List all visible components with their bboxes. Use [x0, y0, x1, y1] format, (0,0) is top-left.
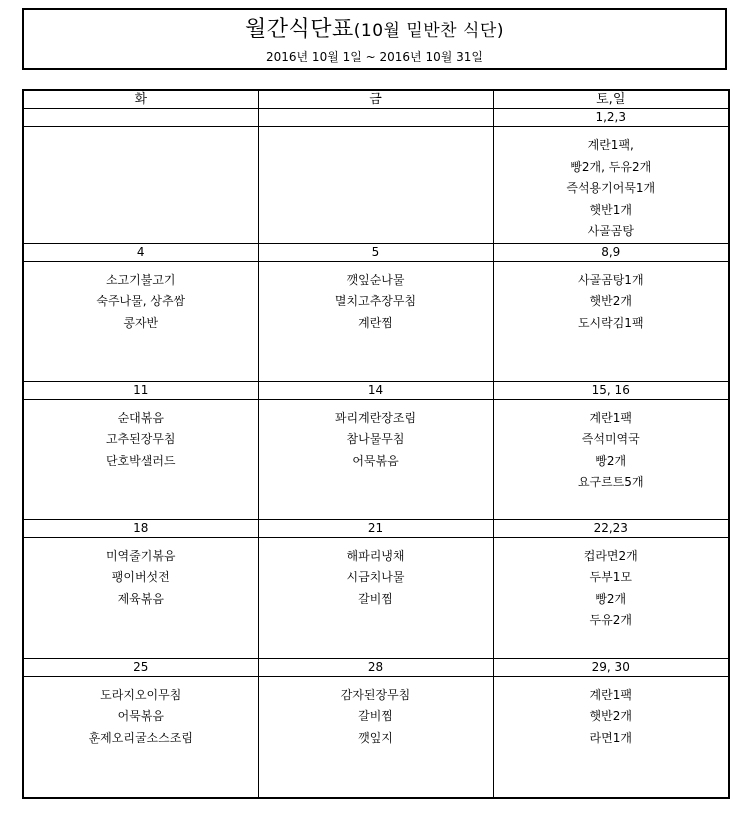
menu-item: 꽈리계란장조림: [334, 410, 417, 425]
menu-cell-tue: [23, 261, 258, 381]
menu-list: [24, 127, 258, 135]
menu-row: [23, 537, 729, 658]
menu-item: 햇반2개: [589, 294, 632, 308]
menu-item: 멸치고추장무침: [334, 294, 417, 308]
date-cell-weekend: 15, 16: [493, 381, 729, 399]
menu-list: [24, 400, 258, 473]
menu-item: 어묵볶음: [352, 453, 399, 468]
menu-item: 사골곰탕: [587, 224, 634, 238]
menu-cell-fri: [258, 537, 493, 658]
date-cell-tue: 11: [23, 381, 258, 399]
menu-item: 시금치나물: [346, 570, 405, 584]
menu-item: 계란1팩: [589, 687, 632, 702]
date-cell-fri: 28: [258, 658, 493, 676]
menu-cell-tue: [23, 676, 258, 798]
menu-item: 두부1모: [589, 570, 632, 584]
menu-row: [23, 127, 729, 244]
menu-item: 갈비찜: [358, 591, 393, 606]
date-cell-tue: 4: [23, 243, 258, 261]
menu-item: 컵라면2개: [583, 548, 638, 563]
menu-list: [24, 262, 258, 335]
menu-cell-fri: [258, 127, 493, 244]
menu-list: [24, 538, 258, 611]
date-cell-weekend: 22,23: [493, 519, 729, 537]
title-box: [22, 8, 727, 70]
title-main: 월간식단표: [244, 17, 354, 42]
menu-item: 고추된장무침: [105, 432, 176, 446]
date-row: [23, 243, 729, 261]
menu-item: 깻잎순나물: [346, 272, 405, 287]
date-cell-tue: 25: [23, 658, 258, 676]
menu-cell-fri: [258, 399, 493, 519]
menu-item: 미역줄기볶음: [105, 548, 176, 563]
menu-cell-tue: [23, 399, 258, 519]
menu-item: 즉석미역국: [581, 432, 640, 446]
menu-item: 빵2개, 두유2개: [570, 159, 652, 174]
menu-list: [494, 538, 729, 632]
menu-item: 콩자반: [123, 315, 159, 330]
menu-item: 도시락김1팩: [577, 315, 644, 330]
menu-cell-weekend: [493, 676, 729, 798]
menu-list: [259, 677, 493, 750]
menu-cell-tue: [23, 537, 258, 658]
menu-list: [259, 538, 493, 611]
menu-item: 숙주나물, 상추쌈: [96, 294, 186, 308]
menu-list: [494, 262, 729, 335]
menu-item: 어묵볶음: [117, 709, 164, 723]
weeks-body: [23, 109, 729, 798]
column-header-weekend: 토,일: [493, 90, 729, 109]
menu-item: 해파리냉채: [346, 548, 405, 563]
menu-item: 햇반1개: [589, 202, 632, 217]
menu-item: 훈제오리굴소스조림: [88, 730, 193, 745]
menu-item: 계란찜: [358, 315, 393, 330]
menu-cell-tue: [23, 127, 258, 244]
menu-item: 계란1팩: [589, 410, 632, 425]
menu-item: 사골곰탕1개: [577, 272, 644, 287]
menu-cell-fri: [258, 261, 493, 381]
column-header-fri: 금: [258, 90, 493, 109]
menu-item: 제육볶음: [117, 591, 164, 606]
date-cell-weekend: 8,9: [493, 243, 729, 261]
menu-cell-weekend: [493, 127, 729, 244]
menu-row: [23, 676, 729, 798]
menu-item: 팽이버섯전: [111, 570, 170, 584]
date-cell-tue: [23, 109, 258, 127]
menu-item: 햇반2개: [589, 709, 632, 723]
menu-item: 소고기불고기: [105, 272, 176, 287]
menu-list: [24, 677, 258, 750]
menu-list: [494, 677, 729, 750]
menu-item: 깻잎지: [358, 730, 393, 745]
menu-list: [259, 262, 493, 335]
date-cell-tue: 18: [23, 519, 258, 537]
menu-row: [23, 399, 729, 519]
date-row: [23, 519, 729, 537]
page-title: [24, 16, 725, 45]
date-cell-fri: 14: [258, 381, 493, 399]
menu-list: [259, 400, 493, 473]
date-row: [23, 109, 729, 127]
menu-row: [23, 261, 729, 381]
date-row: [23, 658, 729, 676]
menu-cell-fri: [258, 676, 493, 798]
menu-list: [494, 400, 729, 494]
menu-list: [259, 127, 493, 135]
date-row: [23, 381, 729, 399]
menu-item: 즉석용기어묵1개: [566, 181, 656, 195]
menu-cell-weekend: [493, 399, 729, 519]
menu-item: 단호박샐러드: [105, 453, 176, 468]
menu-item: 순대볶음: [117, 410, 164, 425]
menu-item: 두유2개: [589, 613, 632, 627]
menu-item: 도라지오이무침: [100, 687, 182, 702]
menu-item: 갈비찜: [358, 709, 393, 723]
menu-item: 감자된장무침: [340, 687, 411, 702]
menu-cell-weekend: [493, 537, 729, 658]
date-cell-fri: [258, 109, 493, 127]
menu-item: 빵2개: [595, 453, 627, 468]
meal-plan-table: [22, 89, 730, 799]
date-cell-weekend: 29, 30: [493, 658, 729, 676]
menu-item: 계란1팩,: [587, 138, 634, 152]
menu-list: [494, 127, 729, 243]
menu-item: 요구르트5개: [577, 475, 644, 489]
header-row: [23, 90, 729, 109]
date-cell-fri: 21: [258, 519, 493, 537]
menu-item: 라면1개: [589, 730, 632, 745]
menu-item: 빵2개: [595, 591, 627, 606]
date-range: 2016년 10월 1일 ~ 2016년 10월 31일: [265, 50, 483, 64]
menu-item: 참나물무침: [346, 432, 405, 446]
date-cell-weekend: 1,2,3: [493, 109, 729, 127]
menu-cell-weekend: [493, 261, 729, 381]
title-sub: (10월 밑반찬 식단): [353, 21, 504, 41]
column-header-tue: 화: [23, 90, 258, 109]
date-cell-fri: 5: [258, 243, 493, 261]
